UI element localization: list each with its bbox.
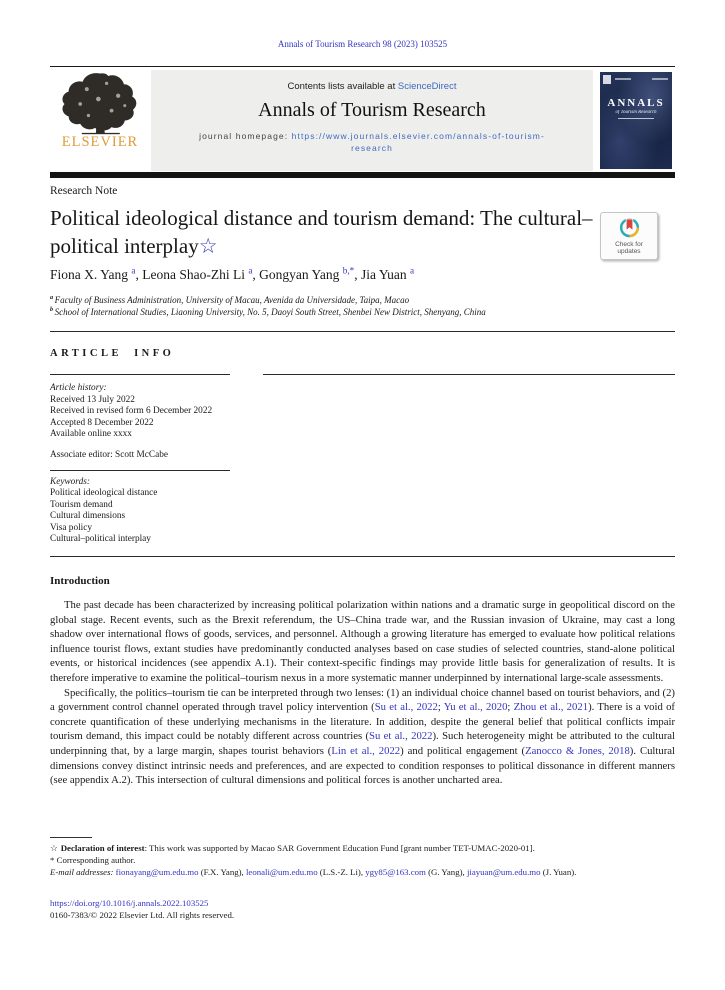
cover-title: ANNALS	[607, 97, 665, 109]
paragraph	[50, 686, 675, 788]
link[interactable]: Zanocco & Jones, 2018	[525, 744, 630, 757]
line-item: Cultural dimensions	[50, 511, 126, 522]
list-item	[50, 855, 675, 866]
crossmark-label-line2: updates	[617, 248, 641, 255]
footnote-divider	[50, 837, 92, 838]
article-history-block	[50, 383, 212, 441]
journal-cover-thumbnail	[600, 72, 672, 169]
line-item: Received in revised form 6 December 2022	[50, 406, 213, 417]
journal-homepage-line	[181, 130, 563, 154]
link[interactable]: leonali@um.edu.mo	[245, 866, 318, 877]
text-segment: Fiona X. Yang	[50, 267, 132, 282]
text-segment: Specifically, the politics–tourism tie can be interpreted through two lenses: (1) an individual choice channel based on tourist behaviors, and (2) a government control channel operated through travel policy intervention (	[50, 686, 675, 714]
journal-reference-header: Annals of Tourism Research 98 (2023) 103525	[277, 39, 448, 49]
paragraph	[50, 598, 675, 686]
text-segment: a	[50, 295, 55, 301]
link[interactable]: b,*	[342, 265, 355, 276]
line-item: Tourism demand	[50, 499, 113, 510]
text-segment: , Leona Shao-Zhi Li	[135, 267, 249, 282]
link[interactable]: a	[410, 265, 415, 276]
text-segment: ) and political engagement (	[400, 744, 526, 757]
link[interactable]: Zhou et al., 2021	[513, 701, 589, 714]
text-segment: ). Such heterogeneity might be attributed to the cultural underpinning that, by a large margin, shapes tourist behaviors (	[50, 730, 675, 757]
text-segment: School of International Studies, Liaoning University, No. 5, Daoyi South Street, Shenbei New District, Shenyang, China	[54, 306, 486, 317]
cover-decoration	[618, 118, 654, 119]
text-segment: The past decade has been characterized by increasing political polarization within nations and a dramatic surge in geopolitical discord on the global stage. Recent events, such as the Brexit referendum, the US–China trade war, and the Russian invasion of Ukraine, may cast a long shadow over international flows of goods, services, and personnel. Although a growing literature has emerged to evaluate how political relations influence tourist flows, extant studies have predominantly conducted analyses based on case studies of selected countries, stand-alone political events, or historical incidences (see appendix A.1). Their context-specific findings may provide little basis for generalization of results. It is therefore imperative to examine the political–tourism nexus in a more systematic manner underpinned by international large-scale assessments.	[50, 599, 675, 684]
elsevier-logo[interactable]	[50, 71, 150, 151]
text-segment: Faculty of Business Administration, University of Macau, Avenida da Universidade, Taipa, Macao	[54, 295, 410, 305]
divider	[50, 374, 230, 375]
link[interactable]: a	[248, 265, 253, 276]
cover-decoration	[615, 78, 631, 80]
cover-subtitle: of Tourism Research	[615, 110, 657, 115]
affiliation-list	[50, 295, 486, 318]
link[interactable]: ygy85@163.com	[365, 866, 426, 877]
footnotes	[50, 843, 675, 878]
link[interactable]: ScienceDirect	[397, 81, 457, 92]
line-item: Political ideological distance	[50, 488, 158, 499]
header-top-rule	[50, 66, 675, 67]
text-segment: E-mail addresses:	[50, 866, 116, 877]
text-segment: Political ideological distance and tourism demand: The cultural–political interplay	[50, 206, 593, 258]
divider	[263, 374, 675, 375]
text-segment: Declaration of interest	[60, 843, 145, 853]
text-segment: ). There is a void of concrete quantification of these underlying mechanisms in the literature. In addition, despite the general belief that political conflicts impair tourism demand, this impact could be notably different across countries (	[50, 701, 675, 743]
line-item: Received 13 July 2022	[50, 394, 135, 405]
text-segment: (J. Yuan).	[540, 866, 577, 877]
doi-link[interactable]: https://doi.org/10.1016/j.annals.2022.103525	[50, 898, 209, 908]
text-segment: : This work was supported by Macao SAR Government Education Fund [grant number TET-UMAC-2020-01].	[144, 843, 535, 853]
text-segment: ). Cultural dimensions convey distinct intrinsic needs and preferences, and are expected to condition responses to political dissonance in different manners (see appendix A.2). This intersection of cultural dimensions and political forces is another uncharted area.	[50, 744, 675, 787]
article-info-heading: ARTICLE INFO	[50, 348, 175, 359]
list-item	[50, 843, 675, 855]
cover-logo	[603, 75, 611, 84]
crossmark-label	[601, 241, 657, 255]
contents-lists-line	[151, 81, 593, 92]
body-text	[50, 598, 675, 788]
list-item	[50, 295, 486, 307]
link[interactable]: Lin et al., 2022	[331, 744, 401, 757]
copyright-line: 0160-7383/© 2022 Elsevier Ltd. All rights reserved.	[50, 910, 235, 920]
link[interactable]: Su et al., 2022	[374, 701, 438, 714]
text-segment: , Gongyan Yang	[252, 267, 343, 282]
section-heading-introduction: Introduction	[50, 575, 110, 587]
link[interactable]: Su et al., 2022	[369, 730, 433, 743]
line-item: Accepted 8 December 2022	[50, 417, 154, 428]
article-title	[50, 205, 605, 260]
link[interactable]: Yu et al., 2020	[443, 701, 508, 714]
text-segment: (F.X. Yang),	[198, 866, 246, 877]
text-segment: (G. Yang),	[425, 866, 467, 877]
link[interactable]: https://www.journals.elsevier.com/annals-of-tourism-research	[291, 131, 545, 153]
associate-editor-line: Associate editor: Scott McCabe	[50, 450, 168, 460]
divider	[50, 470, 230, 471]
crossmark-icon	[617, 216, 642, 241]
journal-info-box	[151, 70, 593, 171]
divider	[50, 331, 675, 332]
keywords-block	[50, 477, 157, 545]
link[interactable]: jiayuan@um.edu.mo	[466, 866, 541, 877]
journal-masthead	[50, 70, 675, 171]
link[interactable]: fionayang@um.edu.mo	[115, 866, 199, 877]
article-history-lines	[50, 395, 212, 441]
text-segment: b	[50, 306, 55, 313]
text-segment: ;	[507, 701, 514, 714]
link[interactable]: a	[131, 265, 136, 276]
line-item: Available online xxxx	[50, 429, 132, 440]
check-for-updates-badge[interactable]	[600, 212, 658, 260]
list-item	[50, 307, 486, 319]
elsevier-tree-icon	[56, 71, 144, 137]
journal-title: Annals of Tourism Research	[258, 99, 486, 121]
keywords-label: Keywords:	[50, 477, 90, 487]
article-history-label: Article history:	[50, 383, 107, 393]
text-segment: , Jia Yuan	[354, 267, 411, 282]
line-item: Cultural–political interplay	[50, 534, 151, 545]
divider	[50, 556, 675, 557]
article-type-label: Research Note	[50, 185, 118, 197]
masthead-bottom-bar	[50, 172, 675, 178]
text-segment: Contents lists available at	[287, 81, 398, 92]
text-segment: ;	[437, 701, 444, 714]
text-segment: ☆	[50, 844, 61, 854]
crossmark-label-line1: Check for	[615, 241, 643, 248]
cover-decoration	[652, 78, 668, 80]
elsevier-wordmark: ELSEVIER	[61, 134, 139, 150]
list-item	[50, 867, 675, 878]
text-segment: journal homepage:	[199, 131, 292, 141]
link[interactable]: ☆	[198, 233, 218, 258]
text-segment: (L.S.-Z. Li),	[317, 866, 366, 877]
keywords-list	[50, 488, 157, 545]
line-item: Visa policy	[50, 522, 93, 533]
text-segment: * Corresponding author.	[50, 855, 136, 866]
author-list	[50, 267, 414, 283]
